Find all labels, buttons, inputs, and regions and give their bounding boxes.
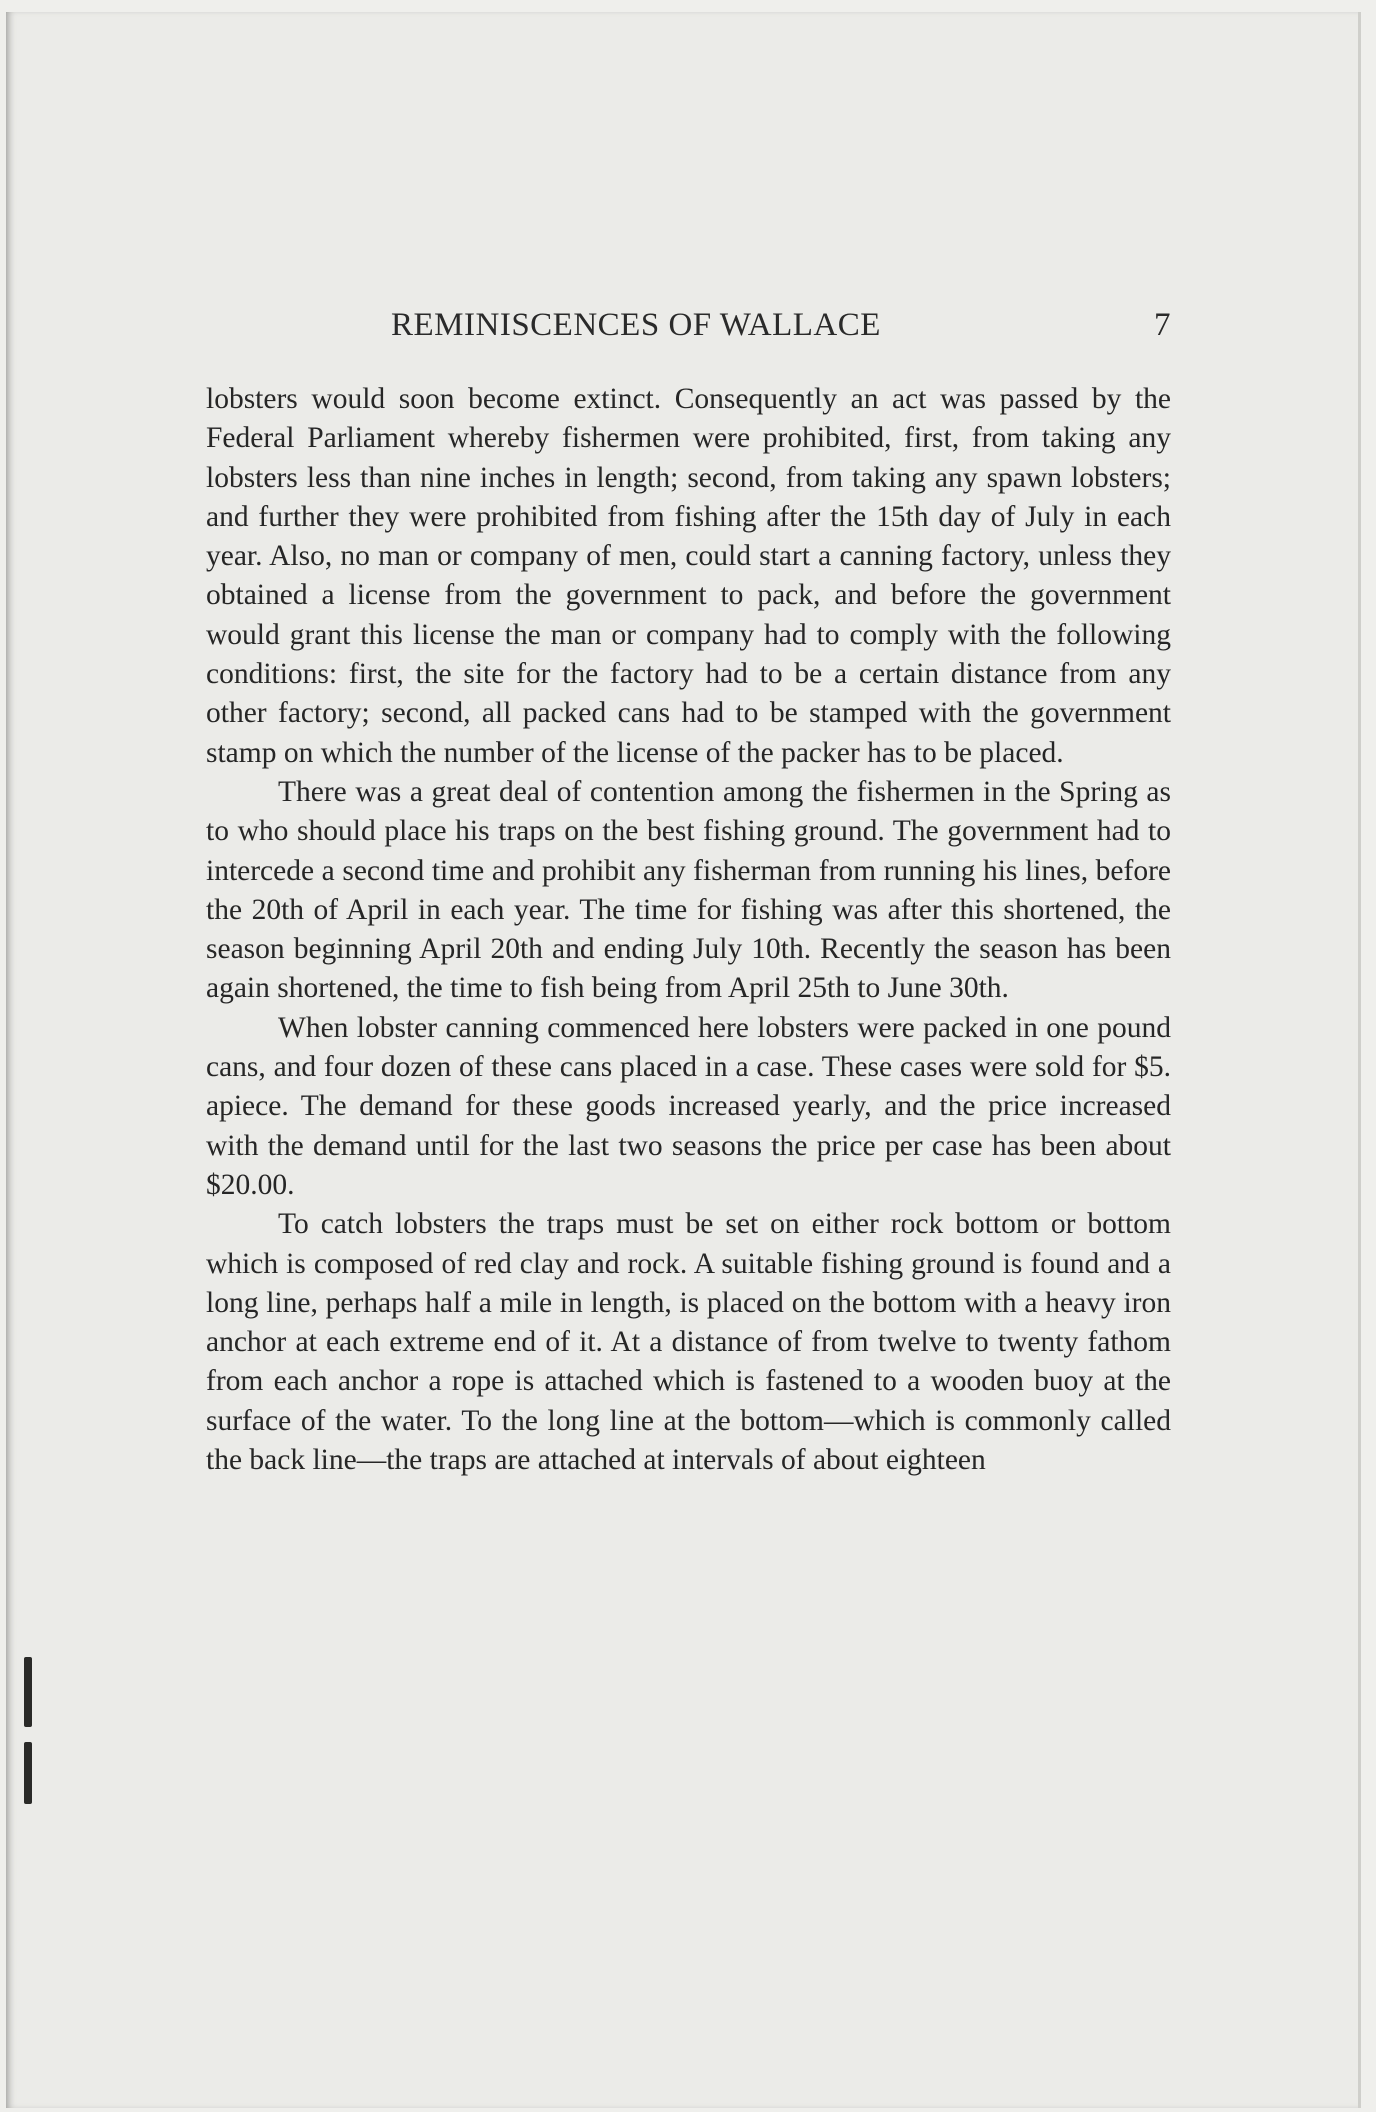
paragraph: When lobster canning commenced here lobsters were packed in one pound cans, and four dozen of these cans placed in a case. These cases were sold for $5. apiece. The demand for these goods increased yearly, and the price increased with the demand until for the last two seasons the price per case has been about $20.00. xyxy=(206,1011,1171,1201)
paragraph: To catch lobsters the traps must be set on either rock bottom or bottom which is composed of red clay and rock. A suitable fishing ground is found and a long line, perhaps half a mile in length, is placed on the bottom with a heavy iron anchor at each extreme end of it. At a distance of from twelve to twenty fathom from each anchor a rope is attached which is fastened to a wooden buoy at the surface of the water. To the long line at the bottom—which is commonly called the back line—the traps are attached at intervals of about eighteen xyxy=(206,1208,1171,1477)
page-number: 7 xyxy=(1154,307,1171,343)
binding-thread-mark xyxy=(24,1742,32,1804)
paragraph: There was a great deal of contention among the fishermen in the Spring as to who should place his traps on the best fishing ground. The government had to intercede a second time and prohibit any fisherman from running his lines, before the 20th of April in each year. The time for fishing was after this shortened, the season beginning April 20th and ending July 10th. Recently the season has been again shortened, the time to fish being from April 25th to June 30th. xyxy=(206,775,1171,1005)
paragraph: lobsters would soon become extinct. Consequently an act was passed by the Federal Parliament whereby fishermen were prohibited, first, from taking any lobsters less than nine inches in length; second, from taking any spawn lobsters; and further they were prohibited from fishing after the 15th day of July in each year. Also, no man or company of men, could start a canning factory, unless they obtained a license from the government to pack, and before the government would grant this license the man or company had to comply with the following conditions: first, the site for the factory had to be a certain distance from any other factory; second, all packed cans had to be stamped with the government stamp on which the number of the license of the packer has to be placed. xyxy=(206,383,1171,769)
running-title: REMINISCENCES OF WALLACE xyxy=(391,307,881,343)
book-page xyxy=(6,12,1361,2108)
body-text xyxy=(206,380,1171,1480)
binding-thread-mark xyxy=(24,1657,32,1727)
running-header xyxy=(206,307,1171,347)
